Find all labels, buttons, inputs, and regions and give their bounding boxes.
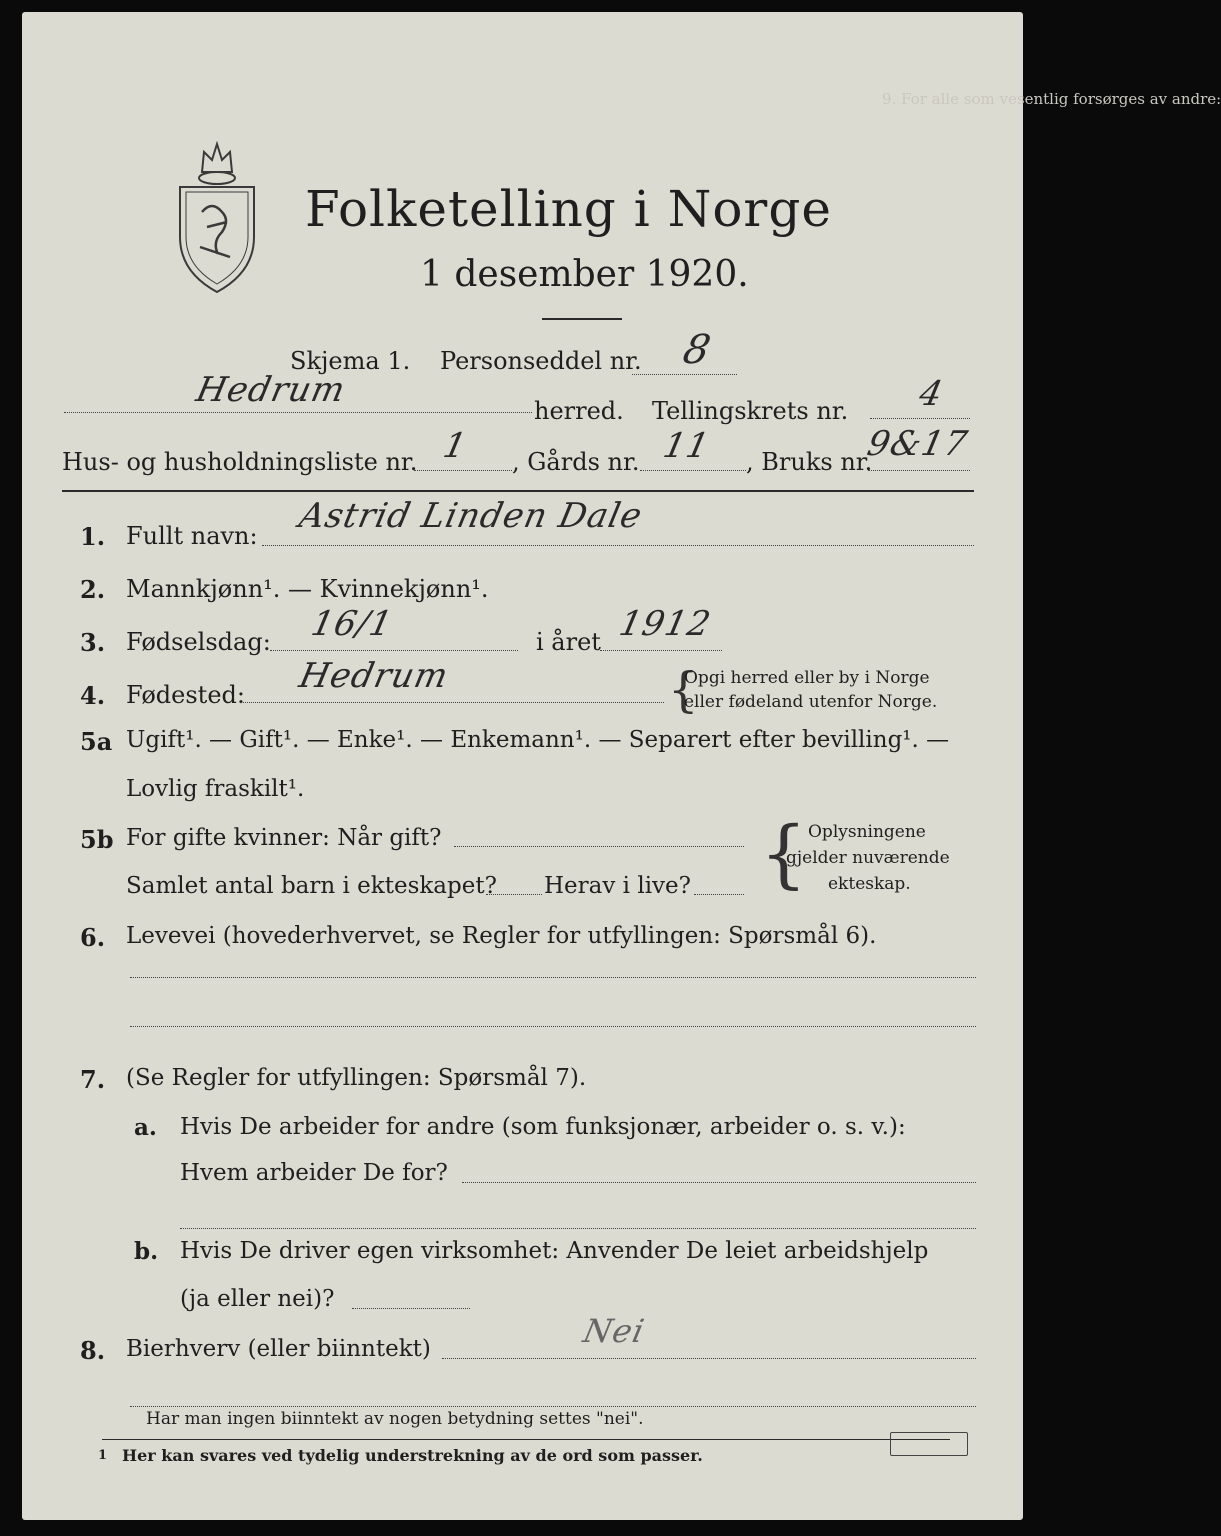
bruks-label: , Bruks nr. bbox=[746, 448, 873, 476]
personseddel-value: 8 bbox=[679, 327, 716, 373]
birth-year-field[interactable] bbox=[600, 650, 722, 651]
employer-field-1[interactable] bbox=[462, 1182, 976, 1183]
q1-label: Fullt navn: bbox=[126, 522, 258, 550]
q6-label: Levevei (hovederhvervet, se Regler for utfyllingen: Spørsmål 6). bbox=[126, 923, 877, 949]
q3-number: 3. bbox=[80, 628, 106, 657]
page-title: Folketelling i Norge bbox=[305, 180, 832, 238]
q8-number: 8. bbox=[80, 1336, 106, 1365]
children-alive-field[interactable] bbox=[694, 894, 744, 895]
tellingskrets-value: 4 bbox=[915, 374, 947, 414]
children-count-field[interactable] bbox=[486, 894, 542, 895]
q7b-label-2: (ja eller nei)? bbox=[180, 1286, 335, 1312]
q5b-note-line2: gjelder nuværende bbox=[786, 848, 950, 868]
employer-field-2[interactable] bbox=[180, 1228, 976, 1229]
bleed-through-text: 9. For alle som vesentlig forsørges av andre: bbox=[882, 90, 1221, 108]
q4-label: Fødested: bbox=[126, 681, 245, 709]
full-name-field[interactable] bbox=[262, 545, 974, 546]
q7a-number: a. bbox=[134, 1114, 157, 1141]
census-form-sheet bbox=[22, 12, 1221, 1520]
q3-label: Fødselsdag: bbox=[126, 628, 271, 656]
gards-value: 11 bbox=[659, 426, 714, 466]
q7-label: (Se Regler for utfyllingen: Spørsmål 7). bbox=[126, 1065, 587, 1091]
personseddel-label: Personseddel nr. bbox=[440, 347, 642, 375]
tellingskrets-label: Tellingskrets nr. bbox=[652, 397, 849, 425]
skjema-label: Skjema 1. bbox=[290, 347, 411, 375]
coat-of-arms-icon bbox=[172, 132, 262, 297]
hired-help-field[interactable] bbox=[352, 1308, 470, 1309]
husliste-field[interactable] bbox=[414, 470, 512, 471]
footnote-text: Her kan svares ved tydelig understrekning av de ord som passer. bbox=[122, 1446, 703, 1465]
q7b-number: b. bbox=[134, 1238, 159, 1265]
q7b-label: Hvis De driver egen virksomhet: Anvender De leiet arbeidshjelp bbox=[180, 1238, 929, 1264]
secondary-income-field[interactable] bbox=[442, 1358, 976, 1359]
q4-note-line1: Opgi herred eller by i Norge bbox=[684, 668, 930, 688]
herred-value: Hedrum bbox=[192, 370, 350, 410]
q8-label: Bierhverv (eller biinntekt) bbox=[126, 1336, 431, 1362]
title-divider bbox=[542, 318, 622, 320]
husliste-label: Hus- og husholdningsliste nr. bbox=[62, 448, 418, 476]
tellingskrets-field[interactable] bbox=[870, 418, 970, 419]
married-date-field[interactable] bbox=[454, 846, 744, 847]
q4-brace: { bbox=[668, 662, 699, 718]
birthday-field[interactable] bbox=[270, 650, 518, 651]
q5b-brace: { bbox=[760, 811, 808, 897]
birth-year-value: 1912 bbox=[615, 604, 715, 644]
q7-number: 7. bbox=[80, 1065, 106, 1094]
full-name-value: Astrid Linden Dale bbox=[295, 496, 647, 536]
q7a-label: Hvis De arbeider for andre (som funksjonær, arbeider o. s. v.): bbox=[180, 1114, 906, 1140]
gards-field[interactable] bbox=[640, 470, 746, 471]
herred-label: herred. bbox=[534, 397, 624, 425]
q5b-alive-label: Herav i live? bbox=[544, 873, 691, 899]
printer-stamp bbox=[890, 1432, 968, 1456]
header-divider bbox=[62, 490, 974, 492]
q7a-employer-label: Hvem arbeider De for? bbox=[180, 1160, 448, 1186]
birthplace-value: Hedrum bbox=[295, 656, 453, 696]
bruks-field[interactable] bbox=[868, 470, 970, 471]
q5b-number: 5b bbox=[80, 825, 114, 854]
q6-number: 6. bbox=[80, 923, 106, 952]
gards-label: , Gårds nr. bbox=[512, 448, 640, 476]
occupation-field-2[interactable] bbox=[130, 1026, 976, 1027]
herred-field[interactable] bbox=[64, 412, 532, 413]
marital-status-options-2[interactable]: Lovlig fraskilt¹. bbox=[126, 776, 305, 802]
personseddel-field[interactable] bbox=[632, 374, 737, 375]
q4-note-line2: eller fødeland utenfor Norge. bbox=[684, 692, 938, 712]
birthday-value: 16/1 bbox=[307, 604, 397, 644]
q5b-children-label: Samlet antal barn i ekteskapet? bbox=[126, 873, 497, 899]
q4-number: 4. bbox=[80, 681, 106, 710]
q1-number: 1. bbox=[80, 522, 106, 551]
bruks-value: 9&17 bbox=[863, 424, 972, 464]
census-date: 1 desember 1920. bbox=[420, 254, 749, 295]
footer-divider bbox=[102, 1439, 950, 1440]
footer-note: Har man ingen biinntekt av nogen betydning settes "nei". bbox=[146, 1409, 644, 1429]
q5b-note-line3: ekteskap. bbox=[828, 874, 911, 894]
marital-status-options[interactable]: Ugift¹. — Gift¹. — Enke¹. — Enkemann¹. — Separert efter bevilling¹. — bbox=[126, 727, 950, 753]
husliste-value: 1 bbox=[439, 426, 471, 466]
q5a-number: 5a bbox=[80, 727, 113, 756]
q5b-label: For gifte kvinner: Når gift? bbox=[126, 825, 442, 851]
q2-number: 2. bbox=[80, 575, 106, 604]
footnote-number: 1 bbox=[98, 1448, 108, 1463]
q5b-note-line1: Oplysningene bbox=[808, 822, 926, 842]
gender-options[interactable]: Mannkjønn¹. — Kvinnekjønn¹. bbox=[126, 575, 489, 603]
occupation-field-1[interactable] bbox=[130, 977, 976, 978]
secondary-income-value: Nei bbox=[579, 1312, 649, 1350]
birthplace-field[interactable] bbox=[240, 702, 664, 703]
secondary-income-field-2[interactable] bbox=[130, 1406, 976, 1407]
q3-year-label: i året bbox=[536, 628, 601, 656]
